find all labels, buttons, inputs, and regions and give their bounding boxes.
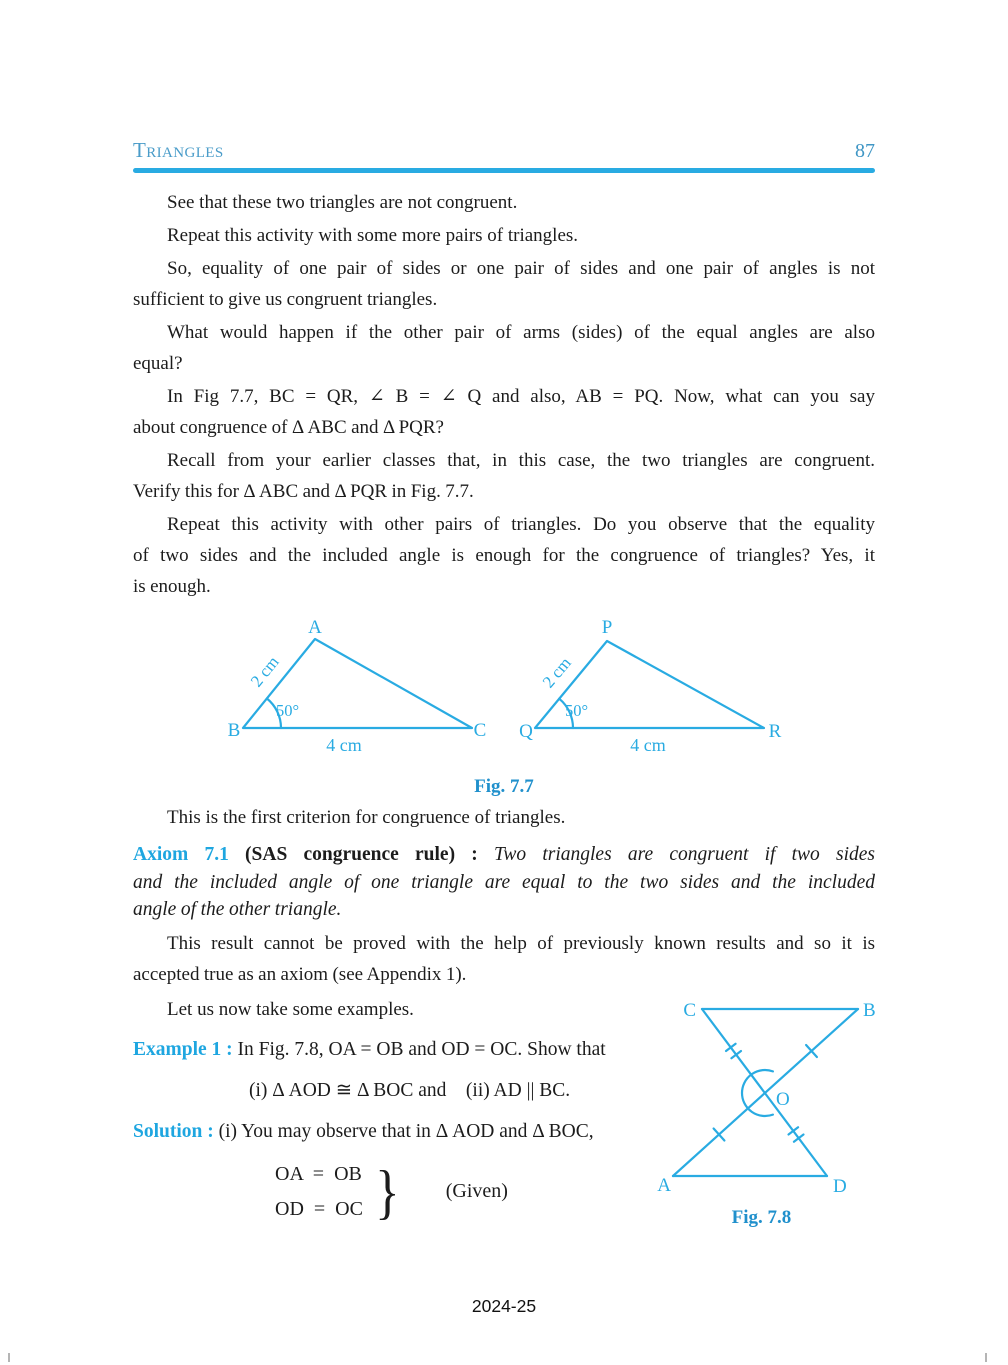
grouping-brace: } bbox=[375, 1158, 400, 1225]
body-paragraph: Repeat this activity with other pairs of triangles. Do you observe that the equality of two sides and the included angle is enough for the congruence of triangles? Yes, it is enough. bbox=[133, 514, 875, 597]
vertex-label-c: C bbox=[473, 720, 487, 741]
solution-text: (i) You may observe that in Δ AOD and Δ BOC, bbox=[213, 1120, 594, 1142]
body-paragraph: This is the first criterion for congruence of triangles. bbox=[167, 807, 566, 828]
given-annotation: (Given) bbox=[445, 1180, 508, 1202]
figure-7-7 bbox=[133, 616, 875, 798]
fig-7-8-diagram bbox=[648, 994, 875, 1199]
side-bc-label: 4 cm bbox=[326, 735, 362, 755]
vertex-label-b: B bbox=[863, 999, 875, 1021]
tick-co-1 bbox=[726, 1043, 736, 1050]
chapter-title: Triangles bbox=[133, 138, 224, 162]
body-paragraph: See that these two triangles are not congruent. bbox=[167, 192, 518, 213]
vertex-label-a: A bbox=[657, 1174, 671, 1196]
body-paragraph: This result cannot be proved with the help of previously known results and so it is accepted true as an axiom (see Appendix 1). bbox=[133, 932, 875, 985]
axiom-keyword: Axiom 7.1 bbox=[133, 844, 229, 865]
side-qr-label: 4 cm bbox=[630, 735, 666, 755]
example-keyword: Example 1 : bbox=[133, 1038, 233, 1060]
body-paragraph: What would happen if the other pair of arms (sides) of the equal angles are also equal? bbox=[133, 322, 875, 374]
angle-q-label: 50° bbox=[565, 701, 589, 720]
page-body bbox=[133, 173, 875, 1227]
axiom-rule-name: (SAS congruence rule) : bbox=[228, 844, 494, 865]
example-text: In Fig. 7.8, OA = OB and OD = OC. Show that bbox=[232, 1038, 606, 1060]
axiom-7-1: Axiom 7.1 (SAS congruence rule) : Two triangles are congruent if two sides and the included angle of one triangle are equal to the two sides and the included angle of the other triangle. bbox=[133, 844, 875, 920]
page-number: 87 bbox=[855, 140, 875, 162]
body-paragraph: Repeat this activity with some more pairs of triangles. bbox=[167, 225, 579, 246]
solution-keyword: Solution : bbox=[133, 1120, 214, 1142]
body-paragraph: So, equality of one pair of sides or one pair of sides and one pair of angles is not sufficient to give us congruent triangles. bbox=[133, 258, 875, 310]
side-ab-label: 2 cm bbox=[246, 652, 283, 691]
vertex-label-c: C bbox=[683, 999, 696, 1021]
tick-co-2 bbox=[731, 1051, 741, 1058]
side-pq-label: 2 cm bbox=[538, 653, 575, 692]
angle-b-label: 50° bbox=[276, 701, 300, 720]
page-header bbox=[133, 138, 875, 163]
crop-mark-right bbox=[985, 1353, 987, 1362]
figure-7-8-caption: Fig. 7.8 bbox=[731, 1206, 792, 1228]
tick-od-1 bbox=[789, 1127, 799, 1134]
equation-oa-ob: OA = OB bbox=[275, 1162, 362, 1185]
session-footer: 2024-25 bbox=[471, 1296, 537, 1316]
equation-od-oc: OD = OC bbox=[275, 1197, 363, 1220]
vertex-label-b: B bbox=[227, 720, 241, 741]
vertex-label-d: D bbox=[833, 1175, 847, 1197]
vertex-label-q: Q bbox=[519, 721, 533, 742]
axiom-text: Two triangles are congruent if two sides bbox=[493, 844, 875, 865]
body-paragraph: Let us now take some examples. bbox=[167, 998, 414, 1020]
fig-7-7-diagram bbox=[133, 616, 875, 768]
crop-mark-left bbox=[8, 1353, 10, 1362]
body-paragraph: Recall from your earlier classes that, in this case, the two triangles are congruent. Verify this for Δ ABC and Δ PQR in Fig. 7.7. bbox=[133, 450, 875, 502]
figure-7-7-caption: Fig. 7.7 bbox=[474, 776, 534, 797]
tick-od-2 bbox=[794, 1134, 804, 1141]
vertex-label-a: A bbox=[308, 617, 322, 638]
segment-ab bbox=[673, 1009, 858, 1176]
example-items: (i) Δ AOD ≅ Δ BOC and (ii) AD || BC. bbox=[249, 1079, 571, 1101]
vertex-label-p: P bbox=[601, 617, 613, 638]
vertex-label-r: R bbox=[768, 721, 782, 742]
equation-block bbox=[275, 1157, 640, 1227]
figure-7-8 bbox=[648, 994, 875, 1229]
body-paragraph: In Fig 7.7, BC = QR, ∠ B = ∠ Q and also, AB = PQ. Now, what can you say about congruence of Δ ABC and Δ PQR? bbox=[133, 386, 875, 438]
vertex-label-o: O bbox=[776, 1088, 790, 1110]
